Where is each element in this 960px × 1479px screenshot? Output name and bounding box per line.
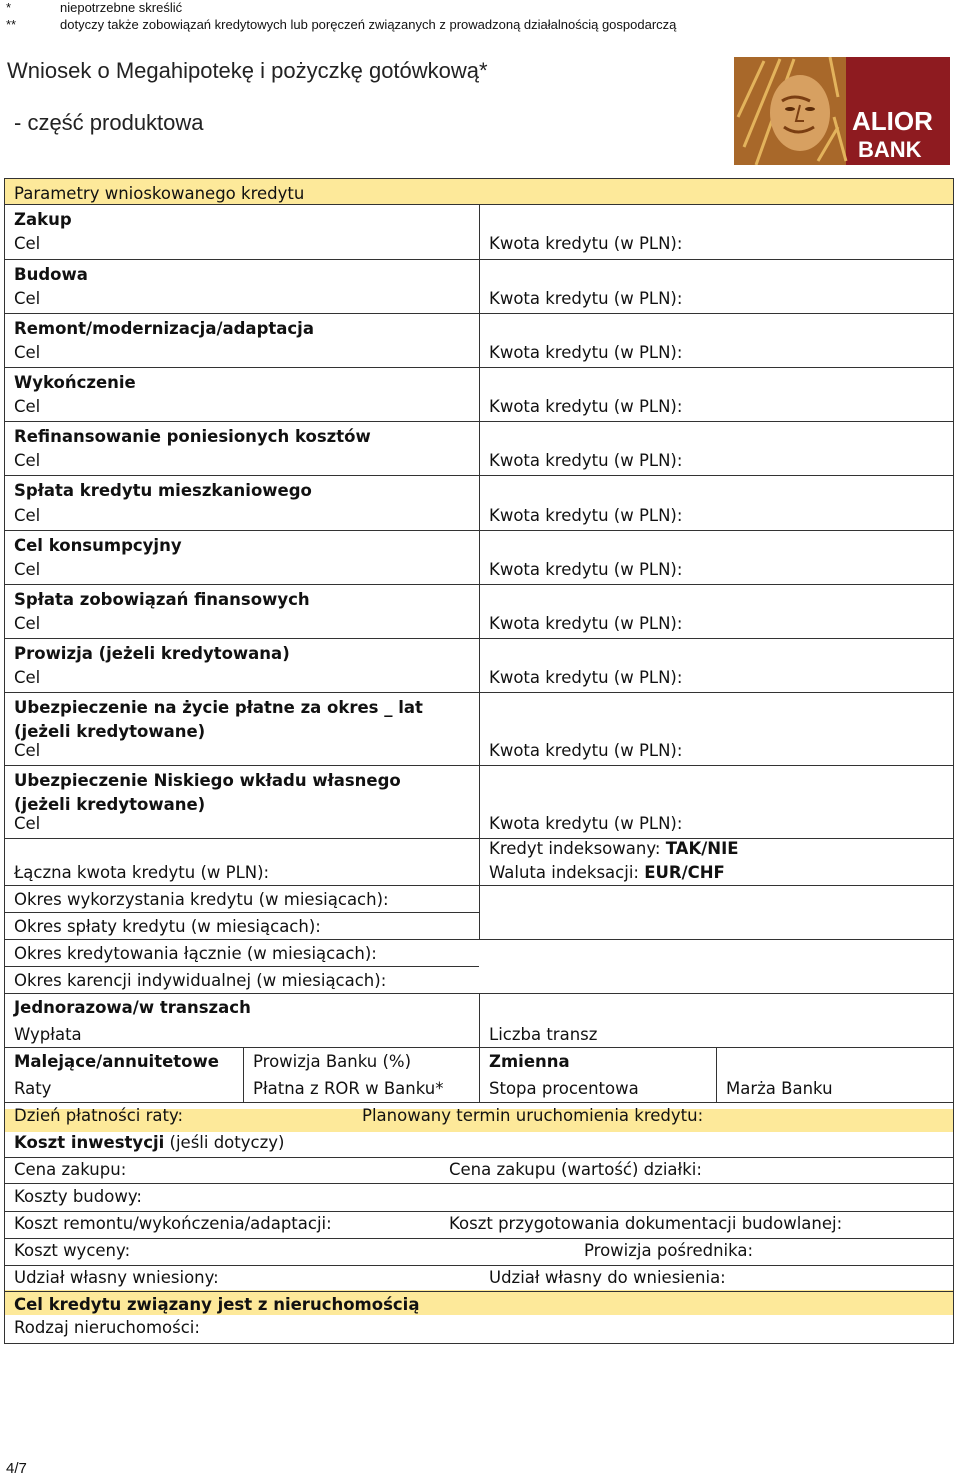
purpose-name: Budowa [14, 265, 88, 284]
purpose-amount-label: Kwota kredytu (w PLN): [489, 289, 683, 308]
purpose-amount-label: Kwota kredytu (w PLN): [489, 814, 683, 833]
indexed-credit-options: TAK/NIE [665, 839, 739, 858]
purpose-cel-label: Cel [14, 451, 41, 470]
section-header: Parametry wnioskowanego kredytu [14, 184, 305, 203]
purpose-amount-label: Kwota kredytu (w PLN): [489, 614, 683, 633]
disbursement-label: Wypłata [14, 1025, 82, 1044]
bank-margin-label: Marża Banku [726, 1079, 833, 1098]
purpose-cel-label: Cel [14, 668, 41, 687]
property-type-label: Rodzaj nieruchomości: [14, 1318, 200, 1337]
footnote-1 [6, 0, 183, 15]
footnote-2-mark: ** [6, 17, 17, 32]
page-title: Wniosek o Megahipotekę i pożyczkę gotówkową* [7, 58, 488, 83]
footnote-1-text: niepotrzebne skreślić [60, 0, 183, 15]
bank-commission-label: Prowizja Banku (%) [253, 1052, 412, 1071]
index-currency-label: Waluta indeksacji: [489, 863, 645, 882]
purpose-cel-label: Cel [14, 343, 41, 362]
logo-word-2: BANK [858, 137, 922, 162]
documentation-cost-label: Koszt przygotowania dokumentacji budowlanej: [449, 1214, 843, 1233]
purpose-amount-label: Kwota kredytu (w PLN): [489, 343, 683, 362]
purpose-amount-label: Kwota kredytu (w PLN): [489, 397, 683, 416]
index-currency-options: EUR/CHF [644, 863, 725, 882]
valuation-cost-label: Koszt wyceny: [14, 1241, 131, 1260]
investment-header-note: (jeśli dotyczy) [164, 1133, 285, 1152]
indexed-credit [489, 839, 738, 858]
purpose-name: Ubezpieczenie na życie płatne za okres _ lat [14, 698, 423, 717]
purpose-cel-label: Cel [14, 741, 41, 760]
purpose-name: Zakup [14, 210, 72, 229]
footnote-1-mark: * [6, 0, 12, 15]
logo-word-1: ALIOR [852, 106, 933, 136]
purpose-name: Spłata kredytu mieszkaniowego [14, 481, 312, 500]
interest-rate-label: Stopa procentowa [489, 1079, 639, 1098]
indexed-credit-label: Kredyt indeksowany: [489, 839, 666, 858]
purpose-amount-label: Kwota kredytu (w PLN): [489, 506, 683, 525]
investment-header-bold: Koszt inwestycji [14, 1133, 165, 1152]
purchase-price-label: Cena zakupu: [14, 1160, 127, 1179]
construction-costs-label: Koszty budowy: [14, 1187, 142, 1206]
purpose-cel-label: Cel [14, 397, 41, 416]
purpose-name: Prowizja (jeżeli kredytowana) [14, 644, 290, 663]
own-contribution-due-label: Udział własny do wniesienia: [489, 1268, 726, 1287]
purpose-name: Wykończenie [14, 373, 136, 392]
purpose-cel-label: Cel [14, 560, 41, 579]
footnote-2 [6, 17, 677, 32]
purpose-amount-label: Kwota kredytu (w PLN): [489, 668, 683, 687]
planned-start-label: Planowany termin uruchomienia kredytu: [362, 1106, 704, 1125]
purpose-name: Refinansowanie poniesionych kosztów [14, 427, 371, 446]
investment-header [14, 1133, 284, 1152]
purpose-amount-label: Kwota kredytu (w PLN): [489, 451, 683, 470]
index-currency [489, 863, 725, 882]
purpose-name-line2: (jeżeli kredytowane) [14, 795, 206, 814]
purpose-cel-label: Cel [14, 614, 41, 633]
purpose-cel-label: Cel [14, 289, 41, 308]
purpose-cel-label: Cel [14, 814, 41, 833]
purpose-name: Cel konsumpcyjny [14, 536, 182, 555]
period-total: Okres kredytowania łącznie (w miesiącach): [14, 944, 377, 963]
installments-label: Raty [14, 1079, 52, 1098]
purpose-cel-label: Cel [14, 506, 41, 525]
purpose-name: Ubezpieczenie Niskiego wkładu własnego [14, 771, 401, 790]
own-contribution-paid-label: Udział własny wniesiony: [14, 1268, 219, 1287]
purpose-name: Spłata zobowiązań finansowych [14, 590, 310, 609]
purpose-amount-label: Kwota kredytu (w PLN): [489, 234, 683, 253]
period-grace: Okres karencji indywidualnej (w miesiącach): [14, 971, 387, 990]
purpose-cel-label: Cel [14, 234, 41, 253]
payment-day-label: Dzień płatności raty: [14, 1106, 184, 1125]
footnote-2-text: dotyczy także zobowiązań kredytowych lub poręczeń związanych z prowadzoną działalnością gospodarczą [60, 17, 677, 32]
plot-price-label: Cena zakupu (wartość) działki: [449, 1160, 702, 1179]
page-subtitle: - część produktowa [14, 110, 204, 135]
disbursement-options: Jednorazowa/w transzach [14, 998, 251, 1017]
period-repayment: Okres spłaty kredytu (w miesiącach): [14, 917, 321, 936]
purpose-amount-label: Kwota kredytu (w PLN): [489, 741, 683, 760]
page-number: 4/7 [6, 1460, 27, 1477]
broker-commission-label: Prowizja pośrednika: [584, 1241, 754, 1260]
purpose-name: Remont/modernizacja/adaptacja [14, 319, 314, 338]
purpose-name-line2: (jeżeli kredytowane) [14, 722, 206, 741]
total-amount-label: Łączna kwota kredytu (w PLN): [14, 863, 270, 882]
installments-options: Malejące/annuitetowe [14, 1052, 219, 1071]
alior-bank-logo [734, 57, 950, 165]
commission-paid-from: Płatna z ROR w Banku* [253, 1079, 444, 1098]
tranches-count-label: Liczba transz [489, 1025, 598, 1044]
property-header: Cel kredytu związany jest z nieruchomością [14, 1295, 420, 1314]
rate-type: Zmienna [489, 1052, 570, 1071]
renovation-cost-label: Koszt remontu/wykończenia/adaptacji: [14, 1214, 332, 1233]
period-utilization: Okres wykorzystania kredytu (w miesiącach): [14, 890, 389, 909]
purpose-amount-label: Kwota kredytu (w PLN): [489, 560, 683, 579]
